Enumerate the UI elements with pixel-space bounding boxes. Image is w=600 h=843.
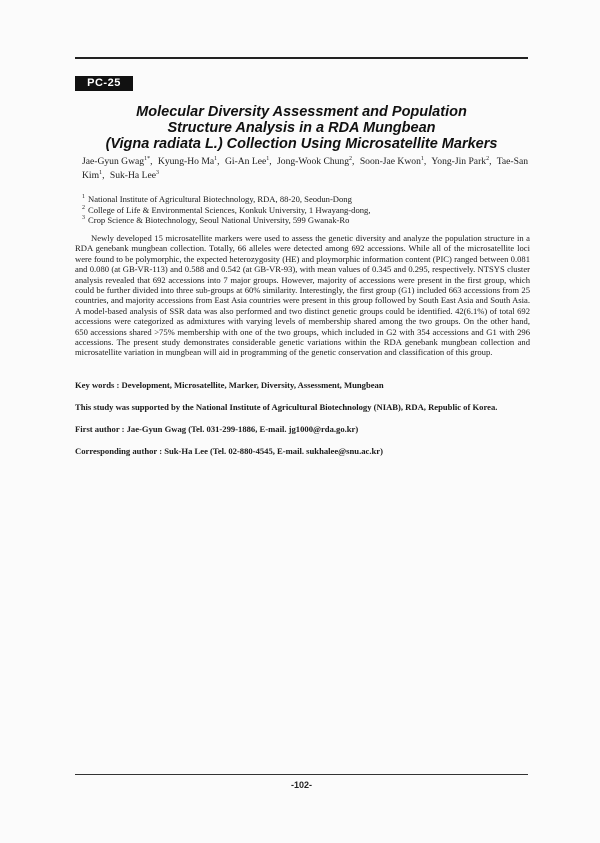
keywords-line: Key words : Development, Microsatellite, Marker, Diversity, Assessment, Mungbean	[75, 380, 384, 390]
author: Yong-Jin Park$^2$,	[431, 156, 492, 167]
author: Jong-Wook Chung$^2$,	[277, 156, 355, 167]
bottom-rule	[75, 774, 528, 775]
affiliation: $^3$ Crop Science & Biotechnology, Seoul National University, 599 Gwanak-Ro	[82, 215, 350, 225]
author: Jae-Gyun Gwag$^{1*}$,	[82, 156, 153, 167]
title-line-1: Molecular Diversity Assessment and Population	[136, 104, 467, 120]
author: Soon-Jae Kwon$^1$,	[359, 156, 427, 167]
title-line-3: (Vigna radiata L.) Collection Using Microsatellite Markers	[105, 136, 498, 152]
affiliation-list	[82, 194, 522, 226]
author-list	[82, 155, 532, 183]
paper-code-badge: PC-25	[75, 76, 133, 91]
funding-acknowledgement: This study was supported by the National Institute of Agricultural Biotechnology (NIAB), RDA, Republic of Korea.	[75, 402, 498, 412]
author: Tae-San Kim$^1$,	[82, 156, 528, 181]
corresponding-author-contact: Corresponding author : Suk-Ha Lee (Tel. 02-880-4545, E-mail. sukhalee@snu.ac.kr)	[75, 446, 383, 456]
top-rule	[75, 57, 528, 59]
paper-title	[75, 104, 528, 152]
first-author-contact: First author : Jae-Gyun Gwag (Tel. 031-299-1886, E-mail. jg1000@rda.go.kr)	[75, 424, 359, 434]
author: Kyung-Ho Ma$^1$,	[157, 156, 220, 167]
abstract-paragraph: Newly developed 15 microsatellite markers were used to assess the genetic diversity and analyze the population structure in a RDA genebank mungbean collection. Totally, 66 alleles were detected among 692 accessions. While all of the microsatellite loci were found to be polymorphic, the expected heterozygosity (HE) and ploymorphic information content (PIC) ranged between 0.081 and 0.080 (at GB-VR-113) and 0.588 and 0.542 (at GB-VR-93), with mean values of 0.345 and 0.295, respectively. NTSYS cluster analysis revealed that 692 accessions into 7 major groups. However, majority of accessions were present in the first group, which could be further divided into three sub-groups at 60% similarity. Interestingly, the first group (G1) included 663 accessions from 25 countries, and majority accessions from East Asia countries were present in this group followed by South East Asia and South Asia. A model-based analysis of SSR data was also performed and two distinct genetic groups could be identified. 42(6.1%) of total 692 accessions were categorized as admixtures with varying levels of membership shared among the two groups. On the other hand, 650 accessions shared >75% membership with one of the two groups, which included in G2 with 354 accessions and G1 with 296 accessions. The present study demonstrates considerable genetic variations within the RDA genebank mungbean collection and microsatellite variation in mungbean will aid in programming of the genetic conservation and classification of this group.	[75, 233, 530, 358]
title-line-2: Structure Analysis in a RDA Mungbean	[167, 120, 436, 136]
author: Gi-An Lee$^1$,	[224, 156, 272, 167]
author: Suk-Ha Lee$^3$	[109, 170, 159, 181]
affiliation: $^1$ National Institute of Agricultural Biotechnology, RDA, 88-20, Seodun-Dong	[82, 194, 352, 204]
page-number: -102-	[290, 780, 312, 790]
affiliation: $^2$ College of Life & Environmental Sciences, Konkuk University, 1 Hwayang-dong,	[82, 204, 371, 215]
